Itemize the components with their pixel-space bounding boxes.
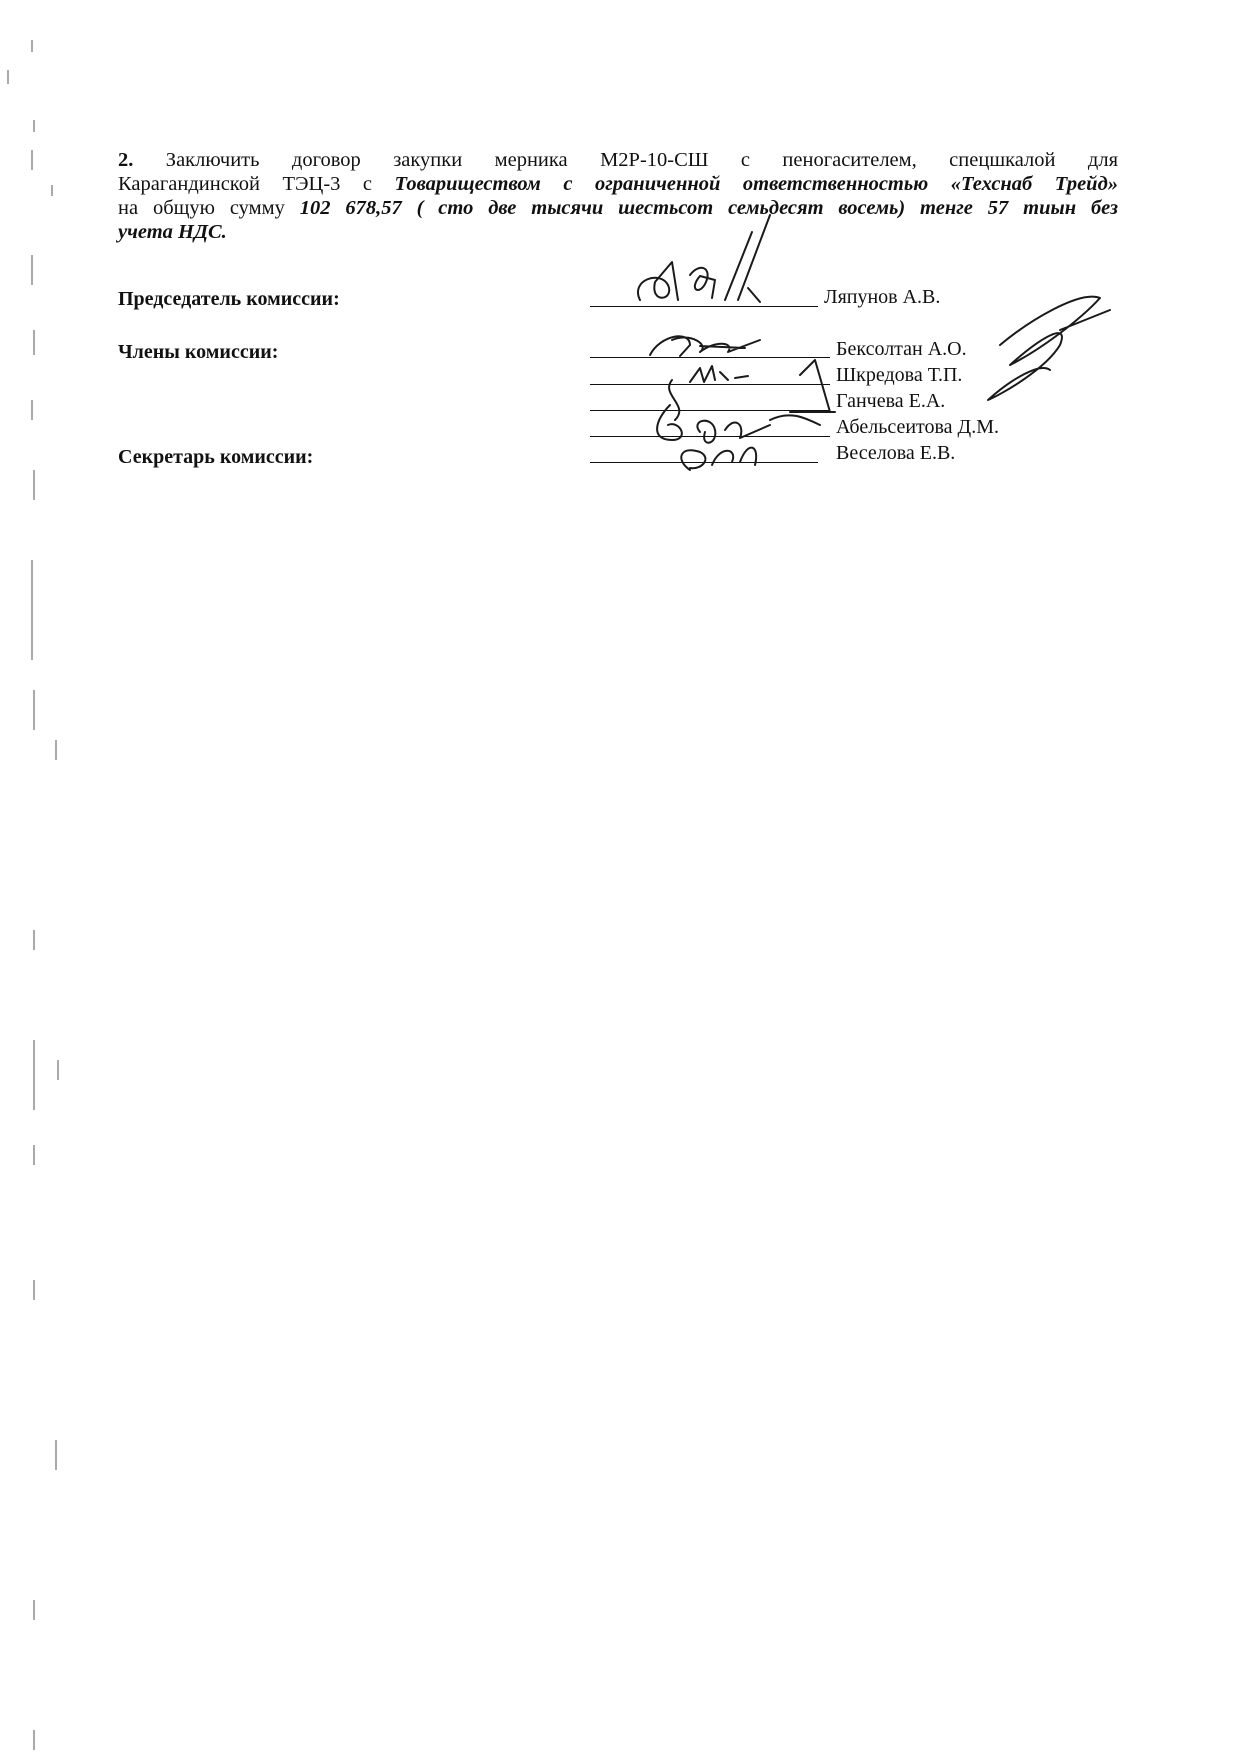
- clause-paragraph: [118, 148, 1118, 244]
- clause-line-1: [118, 148, 1118, 172]
- clause-line-2-plain: Карагандинской ТЭЦ-3 с: [118, 173, 395, 195]
- member-name-1: Бексолтан А.О.: [836, 338, 967, 360]
- clause-line-3: [118, 196, 1118, 220]
- contract-amount: 102 678,57 ( сто две тысячи шестьсот семьдесят восемь) тенге 57 тиын без: [299, 197, 1119, 219]
- secretary-label: Секретарь комиссии:: [118, 446, 314, 468]
- chairman-name: Ляпунов А.В.: [824, 286, 941, 308]
- chairman-signature-line: [590, 306, 818, 307]
- clause-line-3-plain: на общую сумму: [118, 197, 300, 219]
- member-name-4: Абельсеитова Д.М.: [836, 416, 999, 438]
- member-2-signature-line: [590, 384, 830, 385]
- member-4-signature-line: [590, 436, 830, 437]
- clause-line-2: [118, 172, 1118, 196]
- clause-number: 2.: [118, 149, 134, 171]
- member-1-signature: [650, 336, 760, 356]
- member-1-signature-line: [590, 357, 830, 358]
- member-3-signature-line: [590, 410, 830, 411]
- member-name-3: Ганчева Е.А.: [836, 390, 946, 412]
- members-label: Члены комиссии:: [118, 341, 279, 363]
- right-flourish-signature: [988, 297, 1110, 400]
- secretary-signature: [681, 448, 756, 470]
- scan-edge-noise: [0, 0, 70, 1754]
- chairman-label: Председатель комиссии:: [118, 288, 340, 310]
- clause-line-1-text: Заключить договор закупки мерника М2Р-10-СШ с пеногасителем, спецшкалой для: [133, 149, 1118, 171]
- vat-note: учета НДС.: [118, 221, 227, 243]
- member-4-signature: [770, 360, 835, 425]
- secretary-name: Веселова Е.В.: [836, 442, 956, 464]
- member-name-2: Шкредова Т.П.: [836, 364, 963, 386]
- clause-line-4: [118, 220, 1118, 244]
- member-2-signature: [669, 366, 748, 420]
- handwritten-signatures: [0, 0, 1240, 520]
- supplier-name: Товариществом с ограниченной ответственностью «Техснаб Трейд»: [394, 173, 1118, 195]
- secretary-signature-line: [590, 462, 818, 463]
